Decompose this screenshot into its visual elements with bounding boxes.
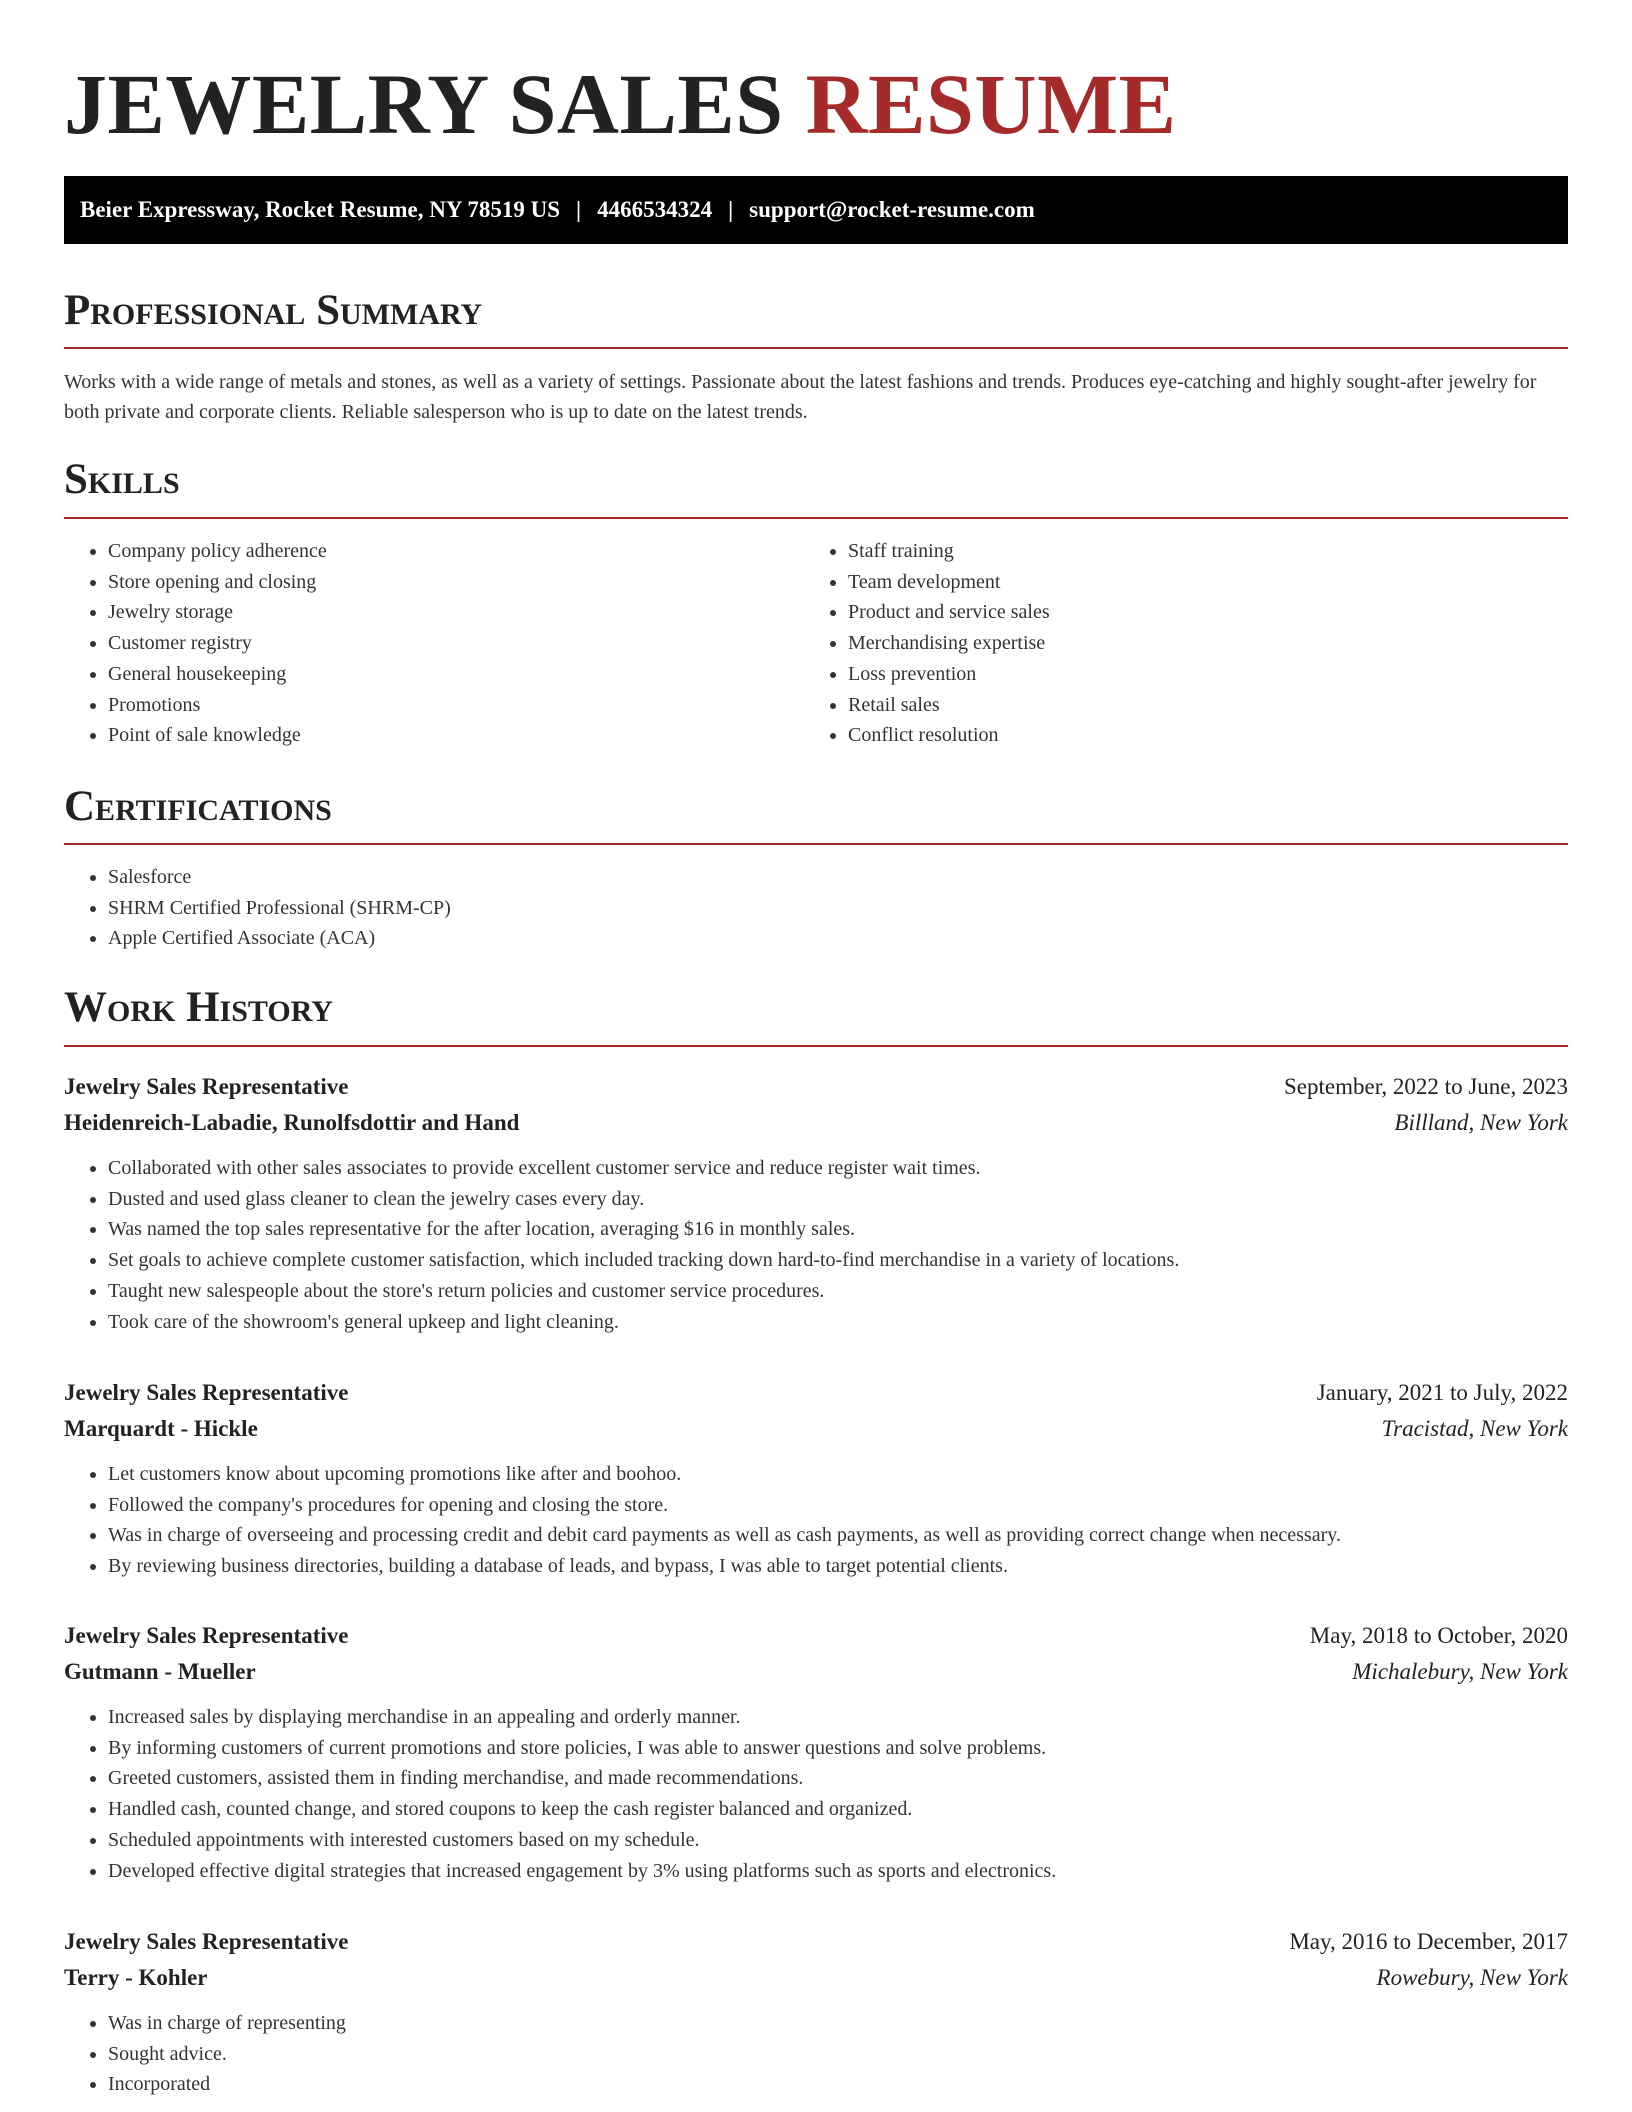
job-location: Rowebury, New York [1376,1965,1568,1990]
section-divider [64,347,1568,349]
skill-item: • Merchandising expertise [848,628,1050,659]
skills-heading: Skills [64,456,180,503]
section-divider [64,843,1568,845]
resume-title [64,54,1177,154]
skill-item: • Retail sales [848,690,1050,721]
job-company: Heidenreich-Labadie, Runolfsdottir and Hand [64,1110,520,1135]
certifications-list [64,862,451,954]
job-dates: January, 2021 to July, 2022 [1316,1380,1568,1405]
job-bullet: • Increased sales by displaying merchandise in an appealing and orderly manner. [108,1702,1056,1733]
job-bullet: • Took care of the showroom's general upkeep and light cleaning. [108,1307,1179,1338]
job-dates: May, 2018 to October, 2020 [1309,1623,1568,1648]
job-bullet: • Handled cash, counted change, and stored coupons to keep the cash register balanced and organized. [108,1794,1056,1825]
job-bullet: • Let customers know about upcoming promotions like after and boohoo. [108,1459,1341,1490]
summary-text: Works with a wide range of metals and stones, as well as a variety of settings. Passionate about the latest fashions and trends. Produces eye-catching and highly sought-after jewelry for both private and corporate clients. Reliable salesperson who is up to date on the latest trends. [64,371,1537,423]
job-subheader [64,1411,1568,1447]
job-title: Jewelry Sales Representative [64,1623,349,1648]
job-location: Billland, New York [1394,1110,1568,1135]
job-company: Gutmann - Mueller [64,1659,256,1684]
contact-bar [64,176,1568,244]
job-bullet: • Collaborated with other sales associates to provide excellent customer service and reduce register wait times. [108,1153,1179,1184]
job-subheader [64,1654,1568,1690]
certification-item: • Salesforce [108,862,451,893]
job-bullet: • Greeted customers, assisted them in finding merchandise, and made recommendations. [108,1763,1056,1794]
summary-heading: Professional Summary [64,287,483,334]
skill-item: • Team development [848,567,1050,598]
contact-email: support@rocket-resume.com [749,197,1035,222]
contact-address: Beier Expressway, Rocket Resume, NY 78519 US [80,197,560,222]
job-bullet: • Developed effective digital strategies that increased engagement by 3% using platforms such as sports and electronics. [108,1856,1056,1887]
job-location: Michalebury, New York [1352,1659,1568,1684]
skill-item: • Product and service sales [848,597,1050,628]
job-company: Terry - Kohler [64,1965,208,1990]
job-header [64,1924,1568,1960]
job-bullet: • Incorporated [108,2069,346,2100]
job-bullet: • Scheduled appointments with interested customers based on my schedule. [108,1825,1056,1856]
job-bullets [64,1702,1056,1886]
job-subheader [64,1960,1568,1996]
skill-item: • Company policy adherence [108,536,327,567]
job-company: Marquardt - Hickle [64,1416,258,1441]
job-dates: May, 2016 to December, 2017 [1289,1929,1568,1954]
skills-list-left [64,536,327,751]
section-divider [64,517,1568,519]
job-location: Tracistad, New York [1381,1416,1568,1441]
skill-item: • Customer registry [108,628,327,659]
skill-item: • Point of sale knowledge [108,720,327,751]
contact-separator: | [728,197,734,222]
contact-separator: | [576,197,582,222]
job-title: Jewelry Sales Representative [64,1929,349,1954]
work-history-heading: Work History [64,984,333,1031]
skill-item: • Staff training [848,536,1050,567]
skill-item: • Store opening and closing [108,567,327,598]
job-header [64,1069,1568,1105]
job-bullet: • By reviewing business directories, building a database of leads, and bypass, I was able to target potential clients. [108,1551,1341,1582]
contact-phone: 4466534324 [597,197,713,222]
title-main: JEWELRY SALES [64,56,784,152]
skill-item: • Loss prevention [848,659,1050,690]
skill-item: • Conflict resolution [848,720,1050,751]
job-bullet: • Followed the company's procedures for opening and closing the store. [108,1490,1341,1521]
job-title: Jewelry Sales Representative [64,1074,349,1099]
section-divider [64,1045,1568,1047]
job-bullet: • By informing customers of current promotions and store policies, I was able to answer questions and solve problems. [108,1733,1056,1764]
job-header [64,1618,1568,1654]
job-bullet: • Was in charge of representing [108,2008,346,2039]
job-bullet: • Taught new salespeople about the store's return policies and customer service procedures. [108,1276,1179,1307]
job-bullets [64,2008,346,2100]
skill-item: • Jewelry storage [108,597,327,628]
title-accent: RESUME [805,56,1177,152]
job-bullet: • Sought advice. [108,2039,346,2070]
job-bullets [64,1459,1341,1582]
job-bullet: • Was in charge of overseeing and processing credit and debit card payments as well as cash payments, as well as providing correct change when necessary. [108,1520,1341,1551]
job-title: Jewelry Sales Representative [64,1380,349,1405]
skill-item: • Promotions [108,690,327,721]
certification-item: • SHRM Certified Professional (SHRM-CP) [108,893,451,924]
job-bullet: • Dusted and used glass cleaner to clean the jewelry cases every day. [108,1184,1179,1215]
job-bullets [64,1153,1179,1337]
skills-list-right [804,536,1050,751]
skill-item: • General housekeeping [108,659,327,690]
job-bullet: • Set goals to achieve complete customer satisfaction, which included tracking down hard-to-find merchandise in a variety of locations. [108,1245,1179,1276]
job-bullet: • Was named the top sales representative for the after location, averaging $16 in monthly sales. [108,1214,1179,1245]
certification-item: • Apple Certified Associate (ACA) [108,923,451,954]
job-subheader [64,1105,1568,1141]
certifications-heading: Certifications [64,783,332,830]
job-header [64,1375,1568,1411]
job-dates: September, 2022 to June, 2023 [1284,1074,1568,1099]
